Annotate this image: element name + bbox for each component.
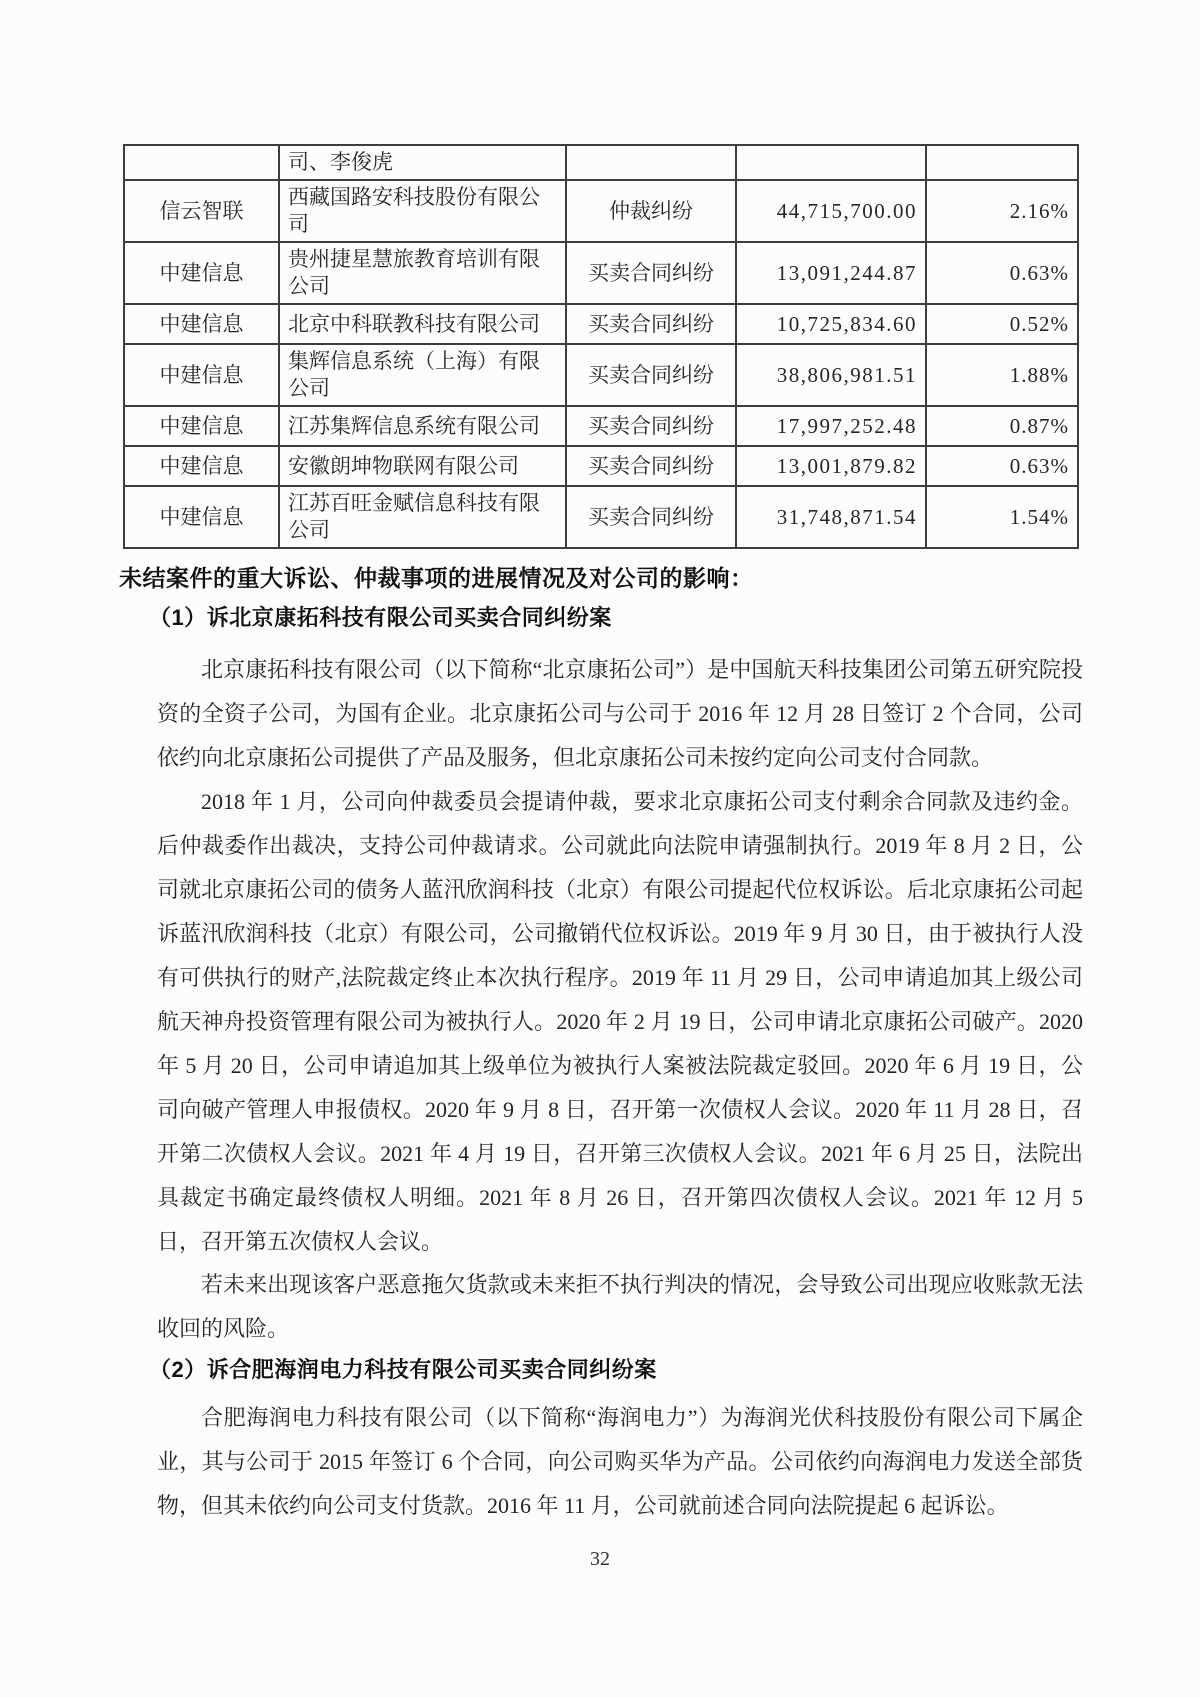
party-cell <box>124 145 279 180</box>
case-type-cell: 买卖合同纠纷 <box>566 304 736 344</box>
party-cell: 中建信息 <box>124 406 279 446</box>
party-cell: 中建信息 <box>124 446 279 486</box>
amount-cell: 38,806,981.51 <box>736 344 926 406</box>
party-cell: 中建信息 <box>124 304 279 344</box>
ratio-cell: 0.63% <box>926 446 1078 486</box>
amount-cell: 10,725,834.60 <box>736 304 926 344</box>
table-row <box>124 242 1078 304</box>
party-cell: 信云智联 <box>124 180 279 242</box>
amount-cell: 31,748,871.54 <box>736 486 926 548</box>
ratio-cell: 0.87% <box>926 406 1078 446</box>
case1-paragraph-1: 北京康拓科技有限公司（以下简称“北京康拓公司”）是中国航天科技集团公司第五研究院投资的全资子公司，为国有企业。北京康拓公司与公司于 2016 年 12 月 28 日签订 2 个合同，公司依约向北京康拓公司提供了产品及服务，但北京康拓公司未按约定向公司支付合同款。 <box>157 657 1083 770</box>
counterparty-cell: 贵州捷星慧旅教育培训有限公司 <box>279 242 566 304</box>
case-type-cell: 仲裁纠纷 <box>566 180 736 242</box>
case1-title: （1）诉北京康拓科技有限公司买卖合同纠纷案 <box>149 605 612 630</box>
ratio-cell: 1.54% <box>926 486 1078 548</box>
case-type-cell <box>566 145 736 180</box>
amount-cell: 17,997,252.48 <box>736 406 926 446</box>
counterparty-cell: 司、李俊虎 <box>279 145 566 180</box>
litigation-table-body <box>124 145 1078 548</box>
party-cell: 中建信息 <box>124 242 279 304</box>
counterparty-cell: 安徽朗坤物联网有限公司 <box>279 446 566 486</box>
litigation-table <box>123 144 1079 549</box>
table-row <box>124 304 1078 344</box>
ratio-cell: 2.16% <box>926 180 1078 242</box>
table-row <box>124 406 1078 446</box>
case-type-cell: 买卖合同纠纷 <box>566 446 736 486</box>
amount-cell: 44,715,700.00 <box>736 180 926 242</box>
case1-paragraph-2: 2018 年 1 月，公司向仲裁委员会提请仲裁，要求北京康拓公司支付剩余合同款及违约金。后仲裁委作出裁决，支持公司仲裁请求。公司就此向法院申请强制执行。2019 年 8 月 2 日，公司就北京康拓公司的债务人蓝汛欣润科技（北京）有限公司提起代位权诉讼。后北京康拓公司起诉蓝汛欣润科技（北京）有限公司，公司撤销代位权诉讼。2019 年 9 月 30 日，由于被执行人没有可供执行的财产,法院裁定终止本次执行程序。2019 年 11 月 29 日，公司申请追加其上级公司航天神舟投资管理有限公司为被执行人。2020 年 2 月 19 日，公司申请北京康拓公司破产。2020 年 5 月 20 日，公司申请追加其上级单位为被执行人案被法院裁定驳回。2020 年 6 月 19 日，公司向破产管理人申报债权。2020 年 9 月 8 日，召开第一次债权人会议。2020 年 11 月 28 日，召开第二次债权人会议。2021 年 4 月 19 日，召开第三次债权人会议。2021 年 6 月 25 日，法院出具裁定书确定最终债权人明细。2021 年 8 月 26 日，召开第四次债权人会议。2021 年 12 月 5 日，召开第五次债权人会议。 <box>157 789 1083 1254</box>
table-row <box>124 344 1078 406</box>
litigation-table-wrap <box>123 144 1077 549</box>
party-cell: 中建信息 <box>124 486 279 548</box>
table-row <box>124 486 1078 548</box>
counterparty-cell: 集辉信息系统（上海）有限公司 <box>279 344 566 406</box>
case-type-cell: 买卖合同纠纷 <box>566 406 736 446</box>
amount-cell: 13,091,244.87 <box>736 242 926 304</box>
amount-cell: 13,001,879.82 <box>736 446 926 486</box>
section-heading: 未结案件的重大诉讼、仲裁事项的进展情况及对公司的影响： <box>119 565 754 591</box>
case-type-cell: 买卖合同纠纷 <box>566 242 736 304</box>
table-row <box>124 180 1078 242</box>
ratio-cell: 1.88% <box>926 344 1078 406</box>
ratio-cell: 0.63% <box>926 242 1078 304</box>
case-type-cell: 买卖合同纠纷 <box>566 486 736 548</box>
counterparty-cell: 江苏百旺金赋信息科技有限公司 <box>279 486 566 548</box>
ratio-cell <box>926 145 1078 180</box>
counterparty-cell: 西藏国路安科技股份有限公司 <box>279 180 566 242</box>
case2-title: （2）诉合肥海润电力科技有限公司买卖合同纠纷案 <box>149 1357 657 1382</box>
counterparty-cell: 江苏集辉信息系统有限公司 <box>279 406 566 446</box>
table-row <box>124 145 1078 180</box>
case1-paragraph-3: 若未来出现该客户恶意拖欠货款或未来拒不执行判决的情况，会导致公司出现应收账款无法收回的风险。 <box>157 1272 1083 1341</box>
case-type-cell: 买卖合同纠纷 <box>566 344 736 406</box>
page-number: 32 <box>590 1548 610 1570</box>
amount-cell <box>736 145 926 180</box>
party-cell: 中建信息 <box>124 344 279 406</box>
table-row <box>124 446 1078 486</box>
ratio-cell: 0.52% <box>926 304 1078 344</box>
case2-paragraph-1: 合肥海润电力科技有限公司（以下简称“海润电力”）为海润光伏科技股份有限公司下属企业，其与公司于 2015 年签订 6 个合同，向公司购买华为产品。公司依约向海润电力发送全部货物，但其未依约向公司支付货款。2016 年 11 月，公司就前述合同向法院提起 6 起诉讼。 <box>157 1405 1083 1518</box>
counterparty-cell: 北京中科联教科技有限公司 <box>279 304 566 344</box>
